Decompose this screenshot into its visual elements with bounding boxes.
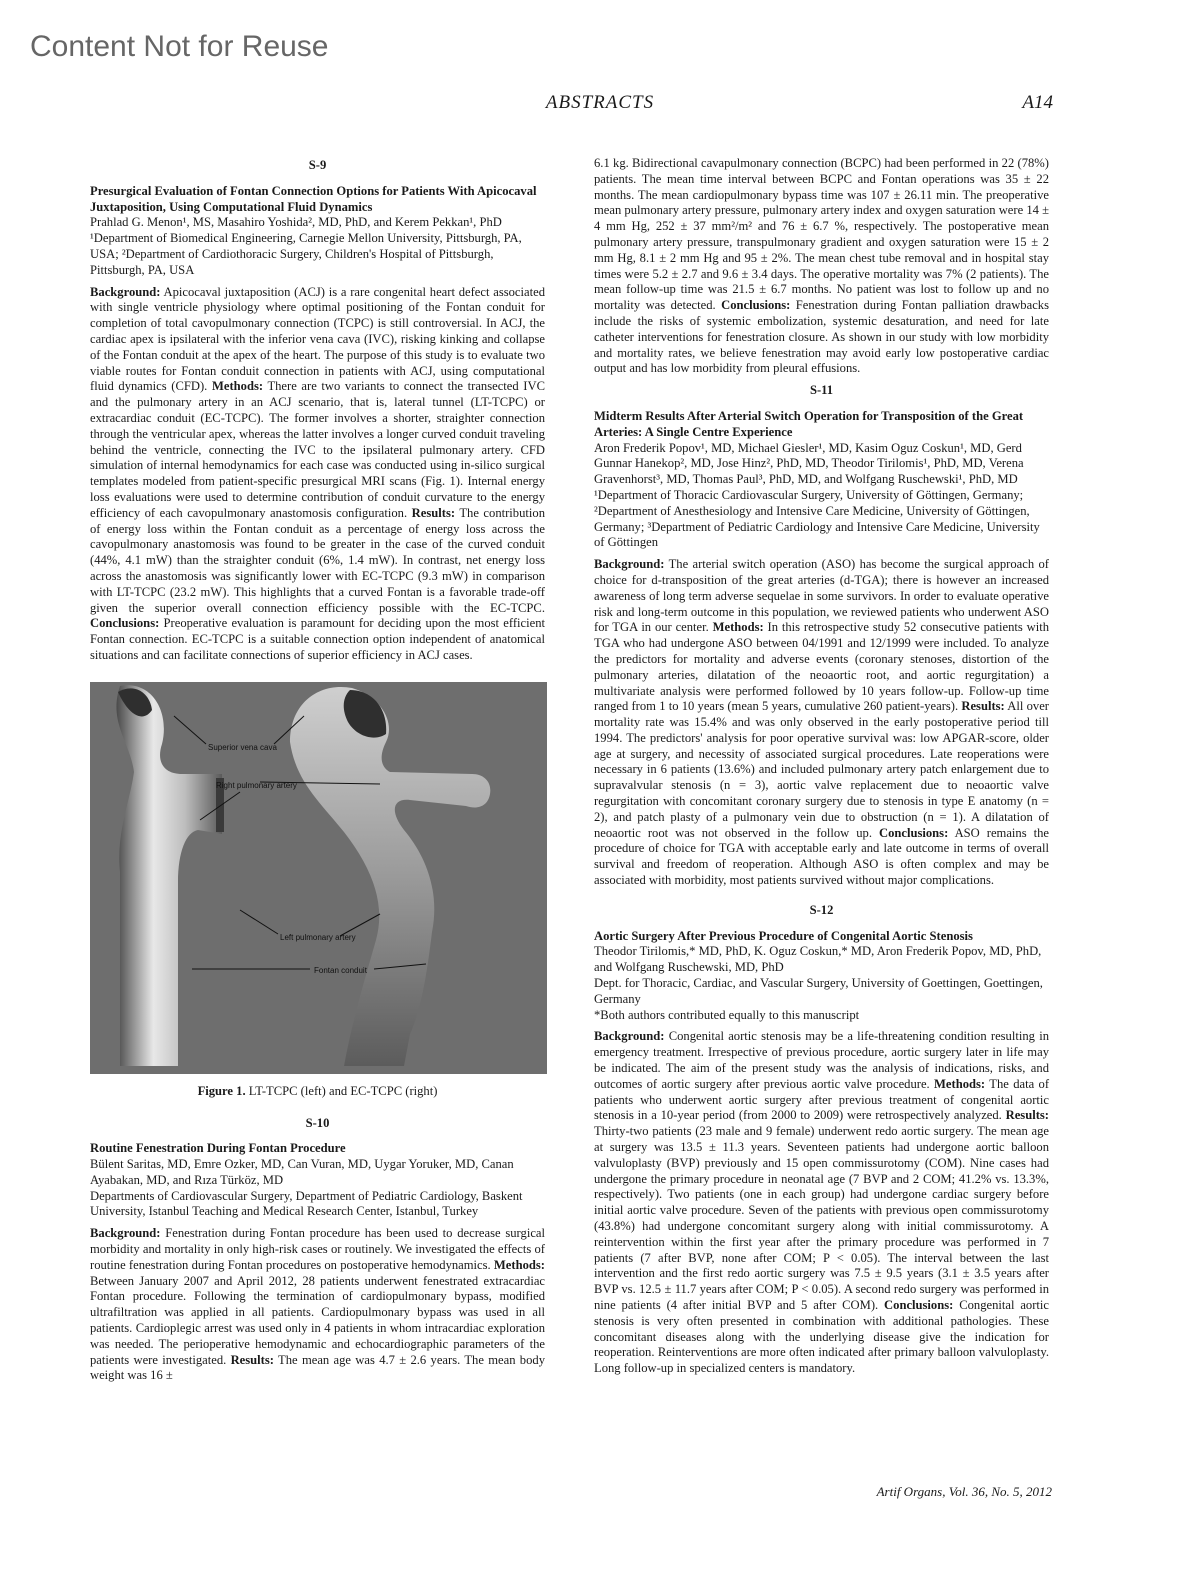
abstract-body [90, 285, 545, 664]
conclusions-text: ASO remains the procedure of choice for TGA with acceptable early and late outcome in terms of overall survival and freedom of reoperation. Although ASO is often complex and may be associated with morbidity, most patients survived without major complications. [594, 825, 1049, 888]
running-header-title: ABSTRACTS [545, 92, 655, 113]
methods-text: Between January 2007 and April 2012, 28 patients underwent fenestrated extracardiac Fontan procedure. Following the termination of cardiopulmonary bypass, modified ultrafiltration was applied in all patients. Cardiopulmonary bypass was used in all patients. Cardioplegic arrest was used only in 4 patients in whom intracardiac exploration was needed. The perioperative hemodynamic and echocardiographic parameters of the patients were investigated. [90, 1273, 545, 1367]
label-right-pulmonary-artery: Right pulmonary artery [216, 780, 297, 790]
conclusions-text: Fenestration during Fontan palliation drawbacks include the risks of systemic embolization, systemic desaturation, and need for late catheter interventions for fenestration closure. As shown in our study with low morbidity and mortality rates, we believe fenestration may avoid early low postoperative cardiac output and has low morbidity from pleural effusions. [594, 298, 1049, 376]
background-text: Apicocaval juxtaposition (ACJ) is a rare congenital heart defect associated with single ventricle physiology where optimal positioning of the Fontan conduit for completion of total cavopulmonary connection (TCPC) is still controversial. In ACJ, the cardiac apex is ipsilateral with the inferior vena cava (IVC), risking kinking and collapse of the Fontan conduit at the apex of the heart. The purpose of this study is to evaluate two viable routes for Fontan conduit connection in patients with ACJ, using computational fluid dynamics (CFD). [90, 284, 545, 394]
label-superior-vena-cava: Superior vena cava [208, 742, 277, 752]
figure-1-illustration [90, 682, 547, 1074]
abstract-authors: Prahlad G. Menon¹, MS, Masahiro Yoshida², MD, PhD, and Kerem Pekkan¹, PhD [90, 215, 502, 230]
conclusions-label: Conclusions: [721, 298, 791, 313]
figure-caption-label: Figure 1. [197, 1083, 246, 1098]
methods-text: There are two variants to connect the transected IVC and the pulmonary artery in an ACJ scenario, that is, lateral tunnel (LT-TCPC) or extracardiac conduit (EC-TCPC). The former involves a shorter, straighter connection through the ventricular apex, whereas the latter involves a longer curved conduit traveling behind the ventricle, connecting the IVC to the ipsilateral pulmonary artery. CFD simulation of internal hemodynamics for each case was conducted using in-silico surgical templates modeled from patient-specific presurgical MRI scans (Fig. 1). Internal energy loss evaluations were used to determine contribution of conduit curvature to the energy efficiency of each cavopulmonary anastomosis configuration. [90, 379, 545, 520]
abstract-body [90, 1226, 545, 1384]
background-text: The arterial switch operation (ASO) has become the surgical approach of choice for d-transposition of the great arteries (d-TGA); there is however an increased awareness of long term adverse sequelae in some survivors. In order to evaluate operative risk and long-term outcome in this population, we reviewed patients who underwent ASO for TGA in our center. [594, 557, 1049, 635]
abstract-authors: Bülent Saritas, MD, Emre Ozker, MD, Can Vuran, MD, Uygar Yoruker, MD, Canan Ayabakan, MD, and Rıza Türköz, MD [90, 1157, 514, 1187]
conclusions-label: Conclusions: [884, 1297, 954, 1312]
abstract-title: Aortic Surgery After Previous Procedure of Congenital Aortic Stenosis [594, 928, 973, 943]
abstract-id: S-12 [809, 902, 834, 917]
results-label: Results: [411, 505, 456, 520]
abstract-authors: Aron Frederik Popov¹, MD, Michael Giesler¹, MD, Kasim Oguz Coskun¹, MD, Gerd Gunnar Hanekop², MD, Jose Hinz², PhD, MD, Theodor Tirilomis¹, PhD, MD, Verena Gravenhorst³, MD, Thomas Paul³, PhD, MD, and Wolfgang Ruschewski¹, PhD, MD [594, 440, 1024, 487]
figure-1-caption [90, 1084, 545, 1100]
results-label: Results: [961, 699, 1005, 714]
author-note: *Both authors contributed equally to this manuscript [594, 1007, 860, 1022]
abstract-affiliation: ¹Department of Thoracic Cardiovascular Surgery, University of Göttingen, Germany; ²Department of Anesthesiology and Intensive Care Medicine, University of Göttingen, Germany; ³Department of Pediatric Cardiology and Intensive Care Medicine, University of Göttingen [594, 487, 1040, 550]
results-label: Results: [230, 1352, 274, 1367]
abstract-s10 [90, 1116, 545, 1385]
methods-label: Methods: [712, 620, 764, 635]
abstract-id: S-9 [308, 158, 327, 172]
abstract-id: S-10 [305, 1115, 330, 1130]
background-label: Background: [90, 1226, 161, 1241]
abstract-affiliation: Dept. for Thoracic, Cardiac, and Vascular Surgery, University of Goettingen, Goettingen, Germany [594, 976, 1043, 1006]
watermark: Content Not for Reuse [30, 30, 329, 63]
label-left-pulmonary-artery: Left pulmonary artery [280, 932, 356, 942]
results-text: Thirty-two patients (23 male and 9 female) underwent redo aortic surgery. The mean age at surgery was 13.5 ± 11.3 years. Seventeen patients had undergone aortic balloon valvuloplasty (BVP) previously and 15 open commissurotomy (COM). Nine cases had undergone the primary procedure in neonatal age (7 BVP and 2 COM; 41.2% vs. 13.3%, respectively). Two patients (one in each group) had undergone cardiac surgery before initial aortic valve procedure. Seven of the patients with previous open commissurotomy (43.8%) had undergone concomitant surgery along with initial commissurotomy. A reintervention within the first year after the primary procedure was performed in 7 patients (7 after BVP, none after COM; P < 0.05). The interval between the last intervention and the first redo aortic surgery was 7.5 ± 9.5 years (3.1 ± 3.5 years after BVP vs. 12.5 ± 11.7 years after COM; P < 0.05). A second redo surgery was performed in nine patients (4 after initial BVP and 5 after COM). [594, 1124, 1049, 1312]
right-column [594, 156, 1049, 1377]
methods-label: Methods: [934, 1076, 986, 1091]
abstract-affiliation: ¹Department of Biomedical Engineering, Carnegie Mellon University, Pittsburgh, PA, USA; ²Department of Cardiothoracic Surgery, Children's Hospital of Pittsburgh, Pittsburgh, PA, USA [90, 231, 522, 277]
methods-text: In this retrospective study 52 consecutive patients with TGA who had undergone ASO between 04/1991 and 12/1999 were included. To analyze the predictors for mortality and adverse events (coronary stenoses, distortion of the pulmonary arteries, dilatation of the neoaortic root, and aortic regurgitation) a multivariate analysis were performed followed by 10 years follow-up. Follow-up time ranged from 1 to 10 years (mean 5 years, cumulative 260 patient-years). [594, 620, 1049, 714]
abstract-title: Routine Fenestration During Fontan Procedure [90, 1141, 346, 1156]
abstract-title: Presurgical Evaluation of Fontan Connection Options for Patients With Apicocaval Juxtaposition, Using Computational Fluid Dynamics [90, 183, 537, 214]
abstract-body [594, 557, 1049, 889]
background-text: Congenital aortic stenosis may be a life-threatening condition resulting in emergency treatment. Irrespective of previous procedure, aortic surgery later in life may be indicated. The aim of the present study was the analysis of indications, risks, and outcomes of aortic surgery after previous aortic valve procedure. [594, 1029, 1049, 1091]
figure-caption-text: LT-TCPC (left) and EC-TCPC (right) [245, 1083, 438, 1098]
abstract-affiliation: Departments of Cardiovascular Surgery, Department of Pediatric Cardiology, Baskent University, Istanbul Teaching and Medical Research Center, Istanbul, Turkey [90, 1188, 523, 1219]
abstract-id: S-11 [809, 383, 834, 398]
abstract-s12 [594, 903, 1049, 1377]
conclusions-label: Conclusions: [90, 616, 160, 631]
methods-label: Methods: [493, 1257, 545, 1272]
methods-text: The data of patients who underwent aortic surgery after previous treatment of congenital aortic stenosis in a 10-year period (from 2000 to 2009) were retrospectively analyzed. [594, 1076, 1050, 1123]
conclusions-text: Preoperative evaluation is paramount for deciding upon the most efficient Fontan connection. EC-TCPC is a suitable connection option independent of anatomical situations and can facilitate connections of superior efficiency in ACJ cases. [90, 616, 545, 662]
left-column [90, 156, 545, 1384]
label-fontan-conduit: Fontan conduit [314, 965, 367, 975]
abstract-s9 [90, 158, 545, 1100]
results-text-continued: 6.1 kg. Bidirectional cavapulmonary connection (BCPC) had been performed in 22 (78%) patients. The mean time interval between BCPC and Fontan operations was 35 ± 22 months. The mean cardiopulmonary bypass time was 107 ± 26.11 min. The preoperative mean pulmonary artery pressure, pulmonary artery index and oxygen saturation were 14 ± 4 mm Hg, 252 ± 37 mm²/m² and 76 ± 6.7 %, respectively. The postoperative mean pulmonary artery pressure, transpulmonary gradient and oxygen saturation were 15 ± 2 mm Hg, 8.1 ± 2 mm Hg and 95 ± 2%. The mean chest tube removal and in hospital stay times were 5.2 ± 2.7 and 9.6 ± 3.4 days. The operative mortality was 7% (2 patients). The mean follow-up time was 21.5 ± 6.7 months. No patient was lost to follow up and no mortality was detected. [594, 156, 1049, 313]
abstract-s11 [594, 383, 1049, 889]
methods-label: Methods: [211, 379, 264, 394]
results-text: The mean age was 4.7 ± 2.6 years. The mean body weight was 16 ± [90, 1352, 545, 1383]
figure-1 [90, 682, 547, 1074]
abstract-s10-continued [594, 156, 1049, 377]
results-text: The contribution of energy loss within the Fontan conduit as a percentage of energy loss across the cavopulmonary anastomosis was found to be greater in the case of the curved conduit (44%, 4.1 mW) than the straighter conduit (6%, 1.4 mW). In contrast, net energy loss across the anastomosis was significantly lower with EC-TCPC (9.3 mW) in comparison with LT-TCPC (23.2 mW). This highlights that a curved Fontan is a favorable trade-off given the superior overall connection efficiency possible with the EC-TCPC. [90, 505, 545, 615]
ec-tcpc-model [290, 687, 490, 1066]
abstract-authors: Theodor Tirilomis,* MD, PhD, K. Oguz Coskun,* MD, Aron Frederik Popov, MD, PhD, and Wolfgang Ruschewski, MD, PhD [594, 944, 1042, 975]
background-label: Background: [90, 284, 161, 299]
results-text: All over mortality rate was 15.4% and was only observed in the early postoperative period till 1994. The predictors' analysis for poor operative survival was: low APGAR-score, older age at surgery, and necessity of associated surgical procedures. Late reoperations were necessary in 6 patients (13.6%) and included pulmonary artery patch enlargement due to supravalvular stenosis (n = 3), aortic valve replacement due to neoaortic valve regurgitation with concomitant coronary surgery due to stenosis in type E anatomy (n = 2), and patch plasty of a pulmonary vein due to obstruction (n = 1). A dilatation of neoaortic root was not observed in the follow up. [594, 699, 1049, 840]
background-label: Background: [594, 1029, 665, 1044]
journal-footer: Artif Organs, Vol. 36, No. 5, 2012 [876, 1484, 1052, 1499]
results-label: Results: [1005, 1108, 1049, 1123]
conclusions-label: Conclusions: [878, 825, 949, 840]
background-text: Fenestration during Fontan procedure has been used to decrease surgical morbidity and mortality in only high-risk cases or routinely. We investigated the effects of routine fenestration during Fontan procedures on postoperative hemodynamics. [90, 1226, 545, 1272]
page-number: A14 [1022, 92, 1053, 113]
abstract-body [594, 1029, 1049, 1377]
conclusions-text: Congenital aortic stenosis is very often presented in combination with additional pathologies. These concomitant diseases along with the underlying disease give the indication for reoperation. Reinterventions are more often indicated after primary balloon valvuloplasty. Long follow-up in specialized centers is mandatory. [594, 1297, 1050, 1376]
background-label: Background: [594, 557, 665, 572]
abstract-title: Midterm Results After Arterial Switch Operation for Transposition of the Great Arteries: A Single Centre Experience [594, 408, 1024, 439]
